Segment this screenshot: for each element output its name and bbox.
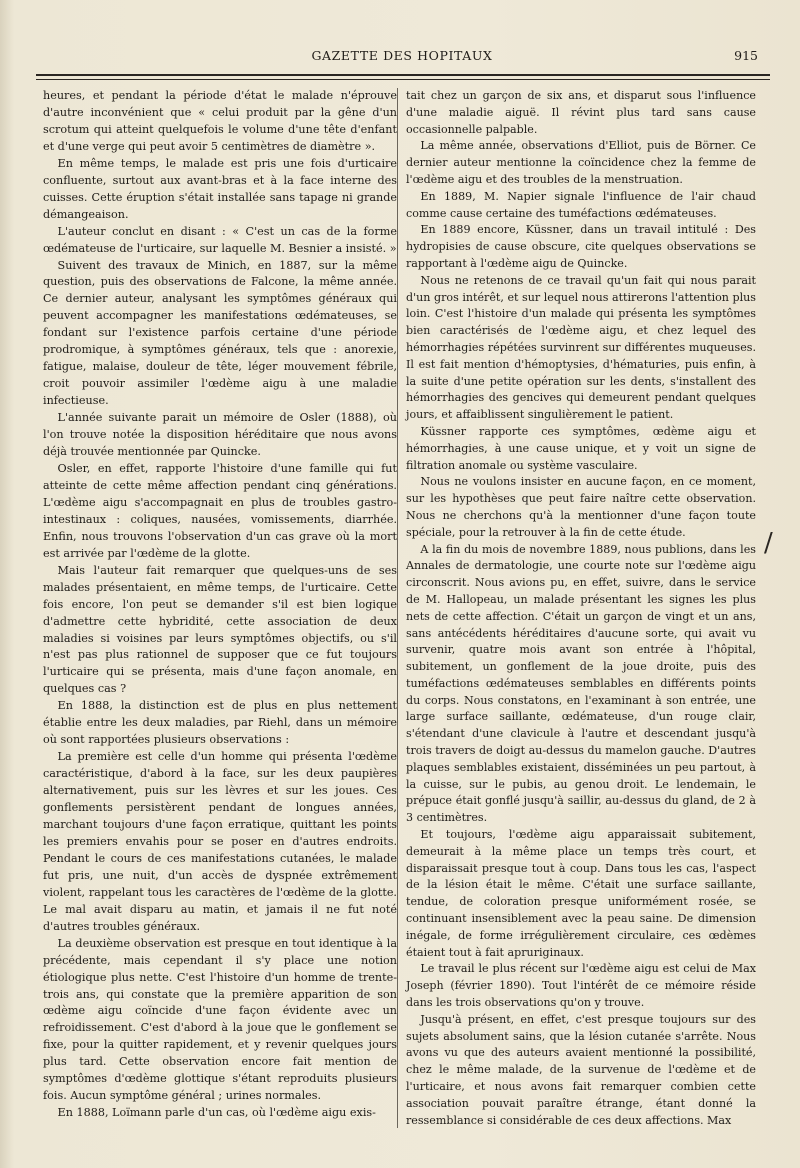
paragraph: Et toujours, l'œdème aigu apparaissait subitement, demeurait à la même place un temps très court, et disparaissait presque tout à coup. Dans tous les cas, l'aspect de la lésion était le même. C'était une surface saillante, tendue, de coloration presque uniformément rosée, se continuant insensiblement avec la peau saine. De dimension inégale, de forme irrégulièrement circulaire, ces œdèmes étaient tout à fait apruriginaux. [406, 828, 756, 959]
column-divider [397, 88, 398, 1128]
paragraph: Nous ne voulons insister en aucune façon, en ce moment, sur les hypothèses que peut faire naître cette observation. Nous ne cherchons qu'à la mentionner d'une façon toute spéciale, pour la retrouver à la fin de cette étude. [406, 475, 756, 539]
header-rule-thin [36, 79, 770, 80]
left-column [43, 88, 397, 1122]
paragraph: Küssner rapporte ces symptômes, œdème aigu et hémorrhagies, à une cause unique, et y voit un signe de filtration anomale ou système vasculaire. [406, 424, 756, 472]
paragraph: L'auteur conclut en disant : « C'est un cas de la forme œdémateuse de l'urticaire, sur laquelle M. Besnier a insisté. » [43, 224, 397, 255]
paragraph: En 1888, Loïmann parle d'un cas, où l'œdème aigu exis- [57, 1106, 376, 1120]
paragraph: Le travail le plus récent sur l'œdème aigu est celui de Max Joseph (février 1890). Tout l'intérêt de ce mémoire réside dans les trois observations qu'on y trouve. [406, 962, 756, 1010]
paragraph: heures, et pendant la période d'état le malade n'éprouve d'autre inconvénient que « celui produit par la gêne d'un scrotum qui atteint quelquefois le volume d'une tête d'enfant et d'une verge qui peut avoir 5 centimètres de diamètre ». [43, 89, 397, 153]
margin-pencil-mark: / [764, 528, 773, 558]
paragraph: La même année, observations d'Elliot, puis de Börner. Ce dernier auteur mentionne la coïncidence chez la femme de l'œdème aigu et des troubles de la menstruation. [406, 139, 756, 186]
paragraph: Suivent des travaux de Minich, en 1887, sur la même question, puis des observations de Falcone, la même année. Ce dernier auteur, analysant les symptômes généraux qui peuvent accompagner les manifestations œdémateuses, se fondant sur l'existence parfois certaine d'une période prodromique, à symptômes généraux, tels que : anorexie, fatigue, malaise, douleur de tête, léger mouvement fébrile, croit pouvoir assimiler l'œdème aigu à une maladie infectieuse. [43, 258, 397, 408]
paragraph: La première est celle d'un homme qui présenta l'œdème caractéristique, d'abord à la face, sur les deux paupières alternativement, puis sur les lèvres et sur les joues. Ces gonflements persistèrent pendant de longues années, marchant toujours d'une façon erratique, quittant les points les premiers envahis pour se poser en d'autres endroits. Pendant le cours de ces manifestations cutanées, le malade fut pris, une nuit, d'un accès de dyspnée extrêmement violent, rappelant tous les caractères de l'œdème de la glotte. Le mal avait disparu au matin, et jamais il ne fut noté d'autres troubles généraux. [43, 750, 397, 933]
paragraph: En même temps, le malade est pris une fois d'urticaire confluente, surtout aux avant-bras et à la face interne des cuisses. Cette éruption s'était installée sans tapage ni grande démangeaison. [43, 156, 397, 221]
paragraph: A la fin du mois de novembre 1889, nous publions, dans les Annales de dermatologie, une courte note sur l'œdème aigu circonscrit. Nous avions pu, en effet, suivre, dans le service de M. Hallopeau, un malade présentant les signes les plus nets de cette affection. C'était un garçon de vingt et un ans, sans antécédents héréditaires d'aucune sorte, qui avait vu survenir, quatre mois avant son entrée à l'hôpital, subitement, un gonflement de la joue droite, puis des tuméfactions œdémateuses semblables en différents points du corps. Nous constatons, en l'examinant à son entrée, une large surface saillante, œdémateuse, d'un rouge clair, s'étendant d'une clavicule à l'autre et descendant jusqu'à trois travers de doigt au-dessus du mamelon gauche. D'autres plaques semblables existaient, disséminées un peu partout, à la cuisse, sur le pubis, au genou droit. Le lendemain, le prépuce était gonflé jusqu'à saillir, au-dessus du gland, de 2 à 3 centimètres. [406, 542, 756, 825]
paragraph: La deuxième observation est presque en tout identique à la précédente, mais cependant il s'y place une notion étiologique plus nette. C'est l'histoire d'un homme de trente-trois ans, qui constate que la première apparition de son œdème aigu coïncide d'une façon évidente avec un refroidissement. C'est d'abord à la joue que le gonflement se fixe, pour la quitter rapidement, et y revenir quelques jours plus tard. Cette observation encore fait mention de symptômes d'œdème glottique s'étant reproduits plusieurs fois. Aucun symptôme général ; urines normales. [43, 936, 397, 1103]
paragraph: Nous ne retenons de ce travail qu'un fait qui nous parait d'un gros intérêt, et sur lequel nous attirerons l'attention plus loin. C'est l'histoire d'un malade qui présenta les symptômes bien caractérisés de l'œdème aigu, et chez lequel des hémorrhagies répétées survinrent sur différentes muqueuses. Il est fait mention d'hémoptysies, d'hématuries, puis enfin, à la suite d'une petite opération sur les dents, s'installent des hémorrhagies des gencives qui demeurent pendant quelques jours, et affaiblissent singulièrement le patient. [406, 273, 756, 422]
journal-title: GAZETTE DES HOPITAUX [311, 48, 493, 63]
page-number: 915 [734, 48, 758, 63]
paragraph: En 1889 encore, Küssner, dans un travail intitulé : Des hydropisies de cause obscure, cite quelques observations se rapportant à l'œdème aigu de Quincke. [406, 223, 756, 270]
right-column [406, 88, 756, 1129]
paragraph: Jusqu'à présent, en effet, c'est presque toujours sur des sujets absolument sains, que la lésion cutanée s'arrête. Nous avons vu que des auteurs avaient mentionné la possibilité, chez le même malade, de la survenue de l'œdème et de l'urticaire, et nous avons fait remarquer combien cette association pouvait paraître étrange, étant donné la ressemblance si considérable de ces deux affections. Max [406, 1012, 756, 1127]
paragraph: Osler, en effet, rapporte l'histoire d'une famille qui fut atteinte de cette même affection pendant cinq générations. L'œdème aigu s'accompagnait en plus de troubles gastro-intestinaux : coliques, nausées, vomissements, diarrhée. Enfin, nous trouvons l'observation d'un cas grave où la mort est arrivée par l'œdème de la glotte. [43, 461, 397, 560]
paragraph: L'année suivante parait un mémoire de Osler (1888), où l'on trouve notée la disposition héréditaire que nous avons déjà trouvée mentionnée par Quincke. [43, 411, 397, 459]
paragraph: tait chez un garçon de six ans, et disparut sous l'influence d'une maladie aiguë. Il révint plus tard sans cause occasionnelle palpable. [406, 89, 756, 136]
paragraph: Mais l'auteur fait remarquer que quelques-uns de ses malades présentaient, en même temps, de l'urticaire. Cette fois encore, l'on peut se demander s'il est bien logique d'admettre cette hybridité, cette association de deux maladies si voisines par leurs symptômes objectifs, ou s'il n'est pas plus rationnel de supposer que ce fut toujours l'urticaire qui se présenta, mais d'une façon anomale, en quelques cas ? [43, 563, 397, 696]
paragraph: En 1889, M. Napier signale l'influence de l'air chaud comme cause certaine des tuméfactions œdémateuses. [406, 189, 756, 220]
page-header [32, 46, 772, 70]
paragraph: En 1888, la distinction est de plus en plus nettement établie entre les deux maladies, par Riehl, dans un mémoire où sont rapportées plusieurs observations : [43, 699, 397, 747]
header-rule-thick [36, 74, 770, 76]
